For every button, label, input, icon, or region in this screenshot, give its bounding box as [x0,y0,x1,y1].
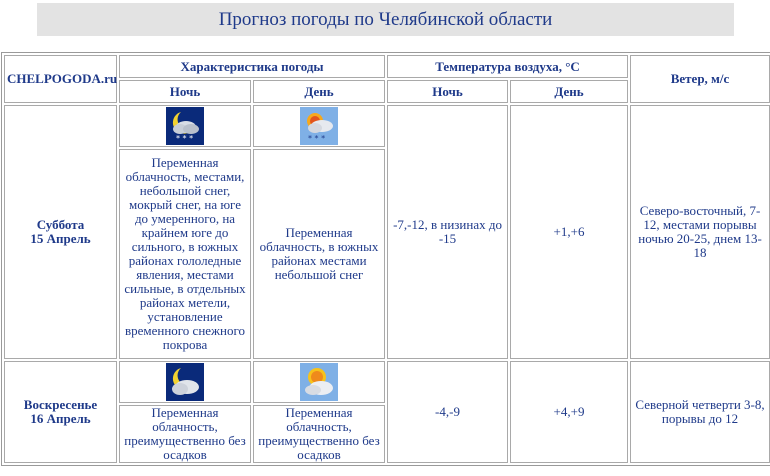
day-label [4,105,117,359]
night-icon-cell [119,361,251,403]
night-description: Переменная облачность, преимущественно без осадков [119,405,251,463]
date: 15 Апрель [30,231,91,246]
weekday: Воскресенье [23,397,98,412]
temp-night: -4,-9 [387,361,508,463]
forecast-table [1,52,770,466]
header-temperature: Температура воздуха, °C [387,55,628,78]
site-label: CHELPOGODA.ru [4,55,117,103]
moon-cloud-snow-icon [166,107,204,145]
day-description: Переменная облачность, в южных районах местами небольшой снег [253,149,385,359]
day-description: Переменная облачность, преимущественно без осадков [253,405,385,463]
svg-text:* * *: * * * [176,134,194,143]
header-wind: Ветер, м/с [630,55,770,103]
date: 16 Апрель [30,411,91,426]
wind: Северо-восточный, 7-12, местами порывы ночью 20-25, днем 13-18 [630,105,770,359]
night-icon-cell [119,105,251,147]
day-icon-cell [253,105,385,147]
moon-cloud-icon [166,363,204,401]
day-label [4,361,117,463]
page-title: Прогноз погоды по Челябинской области [37,3,734,36]
temp-day: +4,+9 [510,361,628,463]
temp-night: -7,-12, в низинах до -15 [387,105,508,359]
wind: Северной четверти 3-8, порывы до 12 [630,361,770,463]
sun-cloud-icon [300,363,338,401]
header-characteristics: Характеристика погоды [119,55,385,78]
svg-text:* * *: * * * [308,134,326,143]
subheader-night: Ночь [119,80,251,103]
night-description: Переменная облачность, местами, небольшой снег, мокрый снег, на юге до умеренного, на крайнем юге до сильного, в южных районах гололедные явления, местами сильные, в отдельных районах метели, установление временного снежного покрова [119,149,251,359]
subheader-temp-night: Ночь [387,80,508,103]
temp-day: +1,+6 [510,105,628,359]
subheader-day: День [253,80,385,103]
weekday: Суббота [36,217,85,232]
day-icon-cell [253,361,385,403]
sun-cloud-snow-icon [300,107,338,145]
subheader-temp-day: День [510,80,628,103]
